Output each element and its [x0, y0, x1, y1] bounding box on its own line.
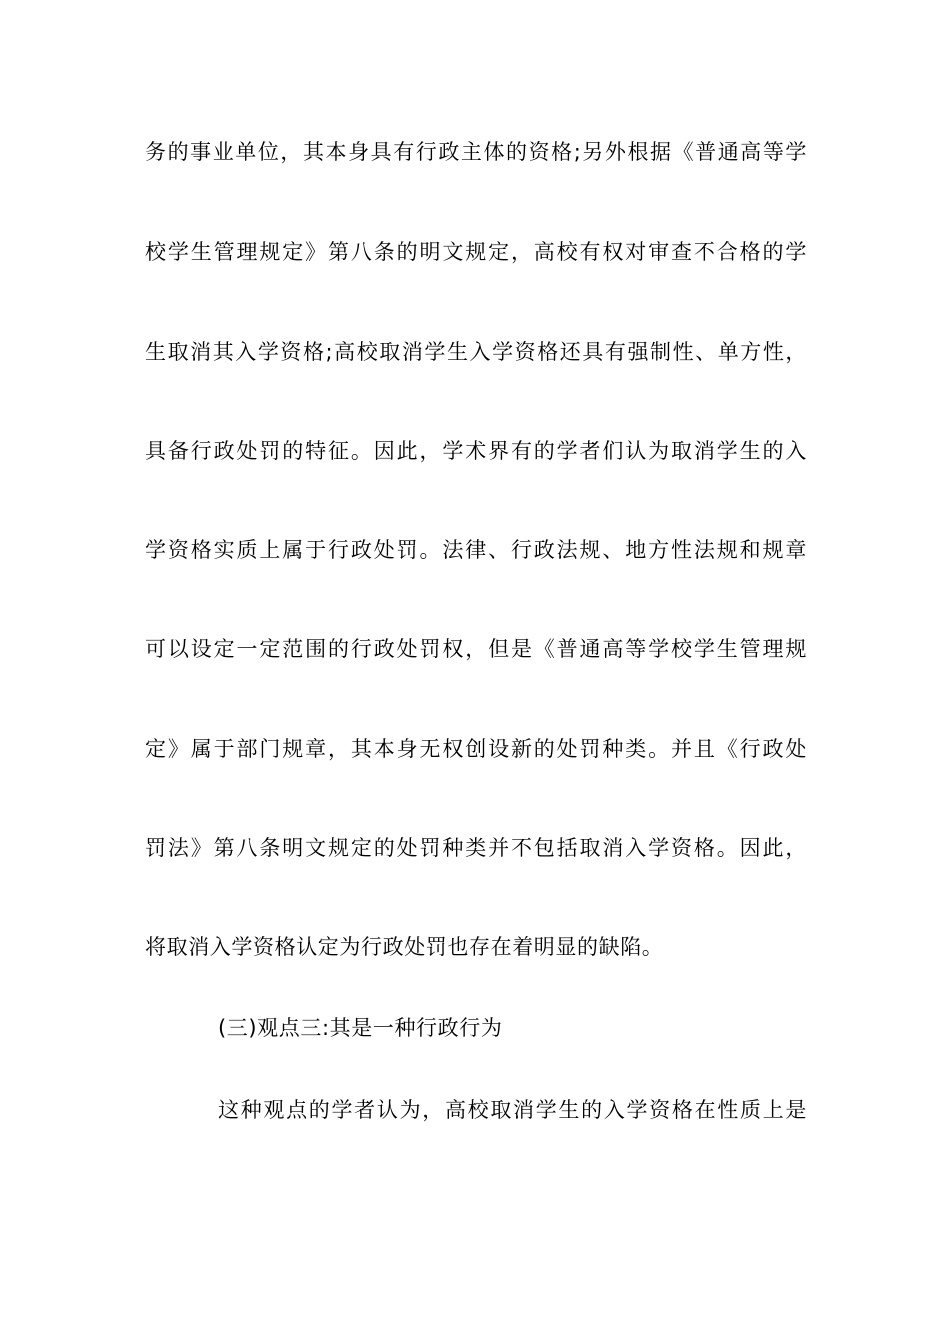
paragraph-line-8: 罚法》第八条明文规定的处罚种类并不包括取消入学资格。因此，: [145, 836, 807, 860]
next-paragraph-line: 这种观点的学者认为，高校取消学生的入学资格在性质上是: [218, 1098, 807, 1122]
paragraph-line-5: 学资格实质上属于行政处罚。法律、行政法规、地方性法规和规章: [145, 538, 807, 562]
paragraph-line-2: 校学生管理规定》第八条的明文规定，高校有权对审查不合格的学: [145, 240, 807, 264]
paragraph-line-7: 定》属于部门规章，其本身无权创设新的处罚种类。并且《行政处: [145, 737, 807, 761]
paragraph-line-4: 具备行政处罚的特征。因此，学术界有的学者们认为取消学生的入: [145, 439, 807, 463]
paragraph-line-9: 将取消入学资格认定为行政处罚也存在着明显的缺陷。: [145, 935, 664, 959]
paragraph-line-6: 可以设定一定范围的行政处罚权，但是《普通高等学校学生管理规: [145, 637, 807, 661]
section-heading: (三)观点三:其是一种行政行为: [218, 1016, 503, 1040]
paragraph-line-3: 生取消其入学资格;高校取消学生入学资格还具有强制性、单方性，: [145, 340, 807, 364]
paragraph-line-1: 务的事业单位，其本身具有行政主体的资格;另外根据《普通高等学: [145, 140, 807, 164]
